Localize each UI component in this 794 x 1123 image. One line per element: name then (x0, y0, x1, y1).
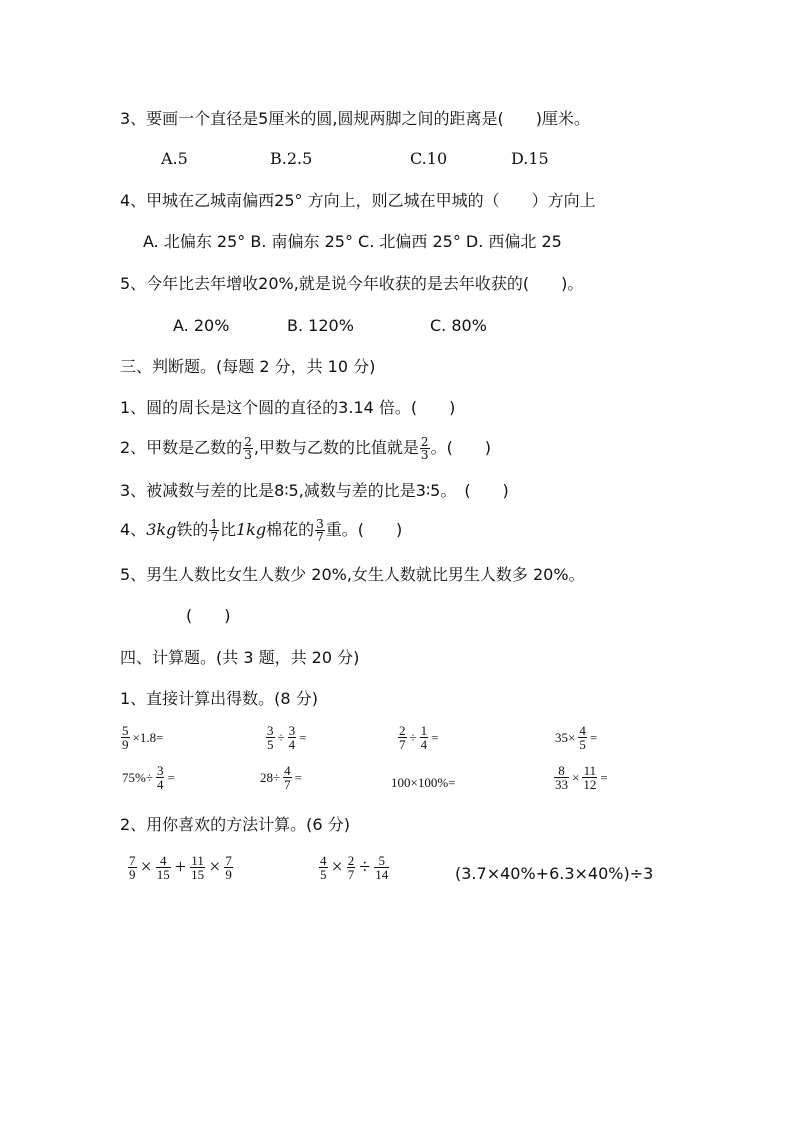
fraction: $\frac{2}{7}$ (347, 853, 355, 882)
section4-title: 四、计算题。(共 3 题，共 20 分) (120, 648, 360, 667)
q3-option-c: C.10 (410, 149, 448, 168)
section3-title: 三、判断题。(每题 2 分，共 10 分) (120, 357, 376, 376)
fraction: $\frac{7}{9}$ (129, 853, 136, 882)
calc-item-7: 100×100%= (391, 775, 456, 790)
fraction: $\frac{3}{7}$ (316, 517, 324, 544)
calc-item-1: $\frac{5}{9}$ ×1.8= (122, 723, 164, 752)
fraction: $\frac{4}{7}$ (284, 763, 291, 792)
q3-option-b: B.2.5 (270, 149, 313, 168)
calc-item-6: 28÷ $\frac{4}{7}$ = (260, 763, 302, 792)
q4-options: A. 北偏东 25° B. 南偏东 25° C. 北偏西 25° D. 西偏北 25 (143, 232, 562, 251)
fraction: $\frac{7}{9}$ (225, 853, 232, 882)
judge-3: 3、被减数与差的比是8∶5,减数与差的比是3∶5。 ( ) (120, 481, 509, 500)
expression-3: (3.7×40%+6.3×40%)÷3 (455, 864, 654, 883)
fraction: $\frac{5}{9}$ (122, 723, 129, 752)
judge-1: 1、圆的周长是这个圆的直径的3.14 倍。( ) (120, 398, 456, 417)
fraction: $\frac{2}{3}$ (420, 435, 429, 462)
fraction: $\frac{5}{14}$ (375, 853, 389, 882)
calc-item-8: $\frac{8}{33}$ × $\frac{11}{12}$ = (555, 763, 608, 792)
calc-sub1: 1、直接计算出得数。(8 分) (120, 689, 318, 708)
q5-option-b: B. 120% (287, 316, 354, 335)
q3-option-d: D.15 (511, 149, 549, 168)
q4-stem: 4、甲城在乙城南偏西25° 方向上，则乙城在甲城的（ ）方向上 (120, 191, 596, 210)
fraction: $\frac{1}{7}$ (210, 517, 218, 544)
q5-stem: 5、今年比去年增收20%,就是说今年收获的是去年收获的( )。 (120, 274, 584, 293)
calc-item-4: 35× $\frac{4}{5}$ = (555, 723, 598, 752)
judge-5-paren: ( ) (186, 606, 231, 625)
fraction: $\frac{1}{4}$ (420, 723, 428, 752)
calc-item-5: 75%÷ $\frac{3}{4}$ = (122, 763, 175, 792)
judge-4: 4、3kg铁的 $\frac{1}{7}$ 比1kg棉花的 $\frac{3}{7}$ 重。( ) (120, 517, 403, 544)
q5-option-a: A. 20% (173, 316, 230, 335)
calc-sub2: 2、用你喜欢的方法计算。(6 分) (120, 815, 350, 834)
fraction: $\frac{4}{5}$ (579, 723, 586, 752)
fraction: $\frac{4}{15}$ (156, 853, 170, 882)
fraction: $\frac{2}{7}$ (399, 723, 406, 752)
q5-option-c: C. 80% (430, 316, 487, 335)
judge-2: 2、甲数是乙数的 $\frac{2}{3}$ ,甲数与乙数的比值就是 $\frac{2}{3}$ 。( ) (120, 435, 492, 462)
q3-stem: 3、要画一个直径是5厘米的圆,圆规两脚之间的距离是( )厘米。 (120, 109, 590, 128)
fraction: $\frac{11}{12}$ (583, 763, 597, 792)
fraction: $\frac{4}{5}$ (320, 853, 327, 882)
fraction: $\frac{2}{3}$ (244, 435, 252, 462)
calc-item-2: $\frac{3}{5}$ ÷ $\frac{3}{4}$ = (267, 723, 307, 752)
fraction: $\frac{8}{33}$ (555, 763, 568, 792)
fraction: $\frac{3}{5}$ (267, 723, 274, 752)
expression-2: $\frac{4}{5}$ × $\frac{2}{7}$ ÷ $\frac{5}{14}$ (320, 853, 389, 882)
calc-item-3: $\frac{2}{7}$ ÷ $\frac{1}{4}$ = (399, 723, 439, 752)
fraction: $\frac{3}{4}$ (288, 723, 296, 752)
expression-1: $\frac{7}{9}$ × $\frac{4}{15}$ + $\frac{11}{15}$ × $\frac{7}{9}$ (129, 853, 232, 882)
fraction: $\frac{11}{15}$ (191, 853, 205, 882)
fraction: $\frac{3}{4}$ (156, 763, 164, 792)
q3-option-a: A.5 (161, 149, 188, 168)
judge-5: 5、男生人数比女生人数少 20%,女生人数就比男生人数多 20%。 (120, 565, 585, 584)
